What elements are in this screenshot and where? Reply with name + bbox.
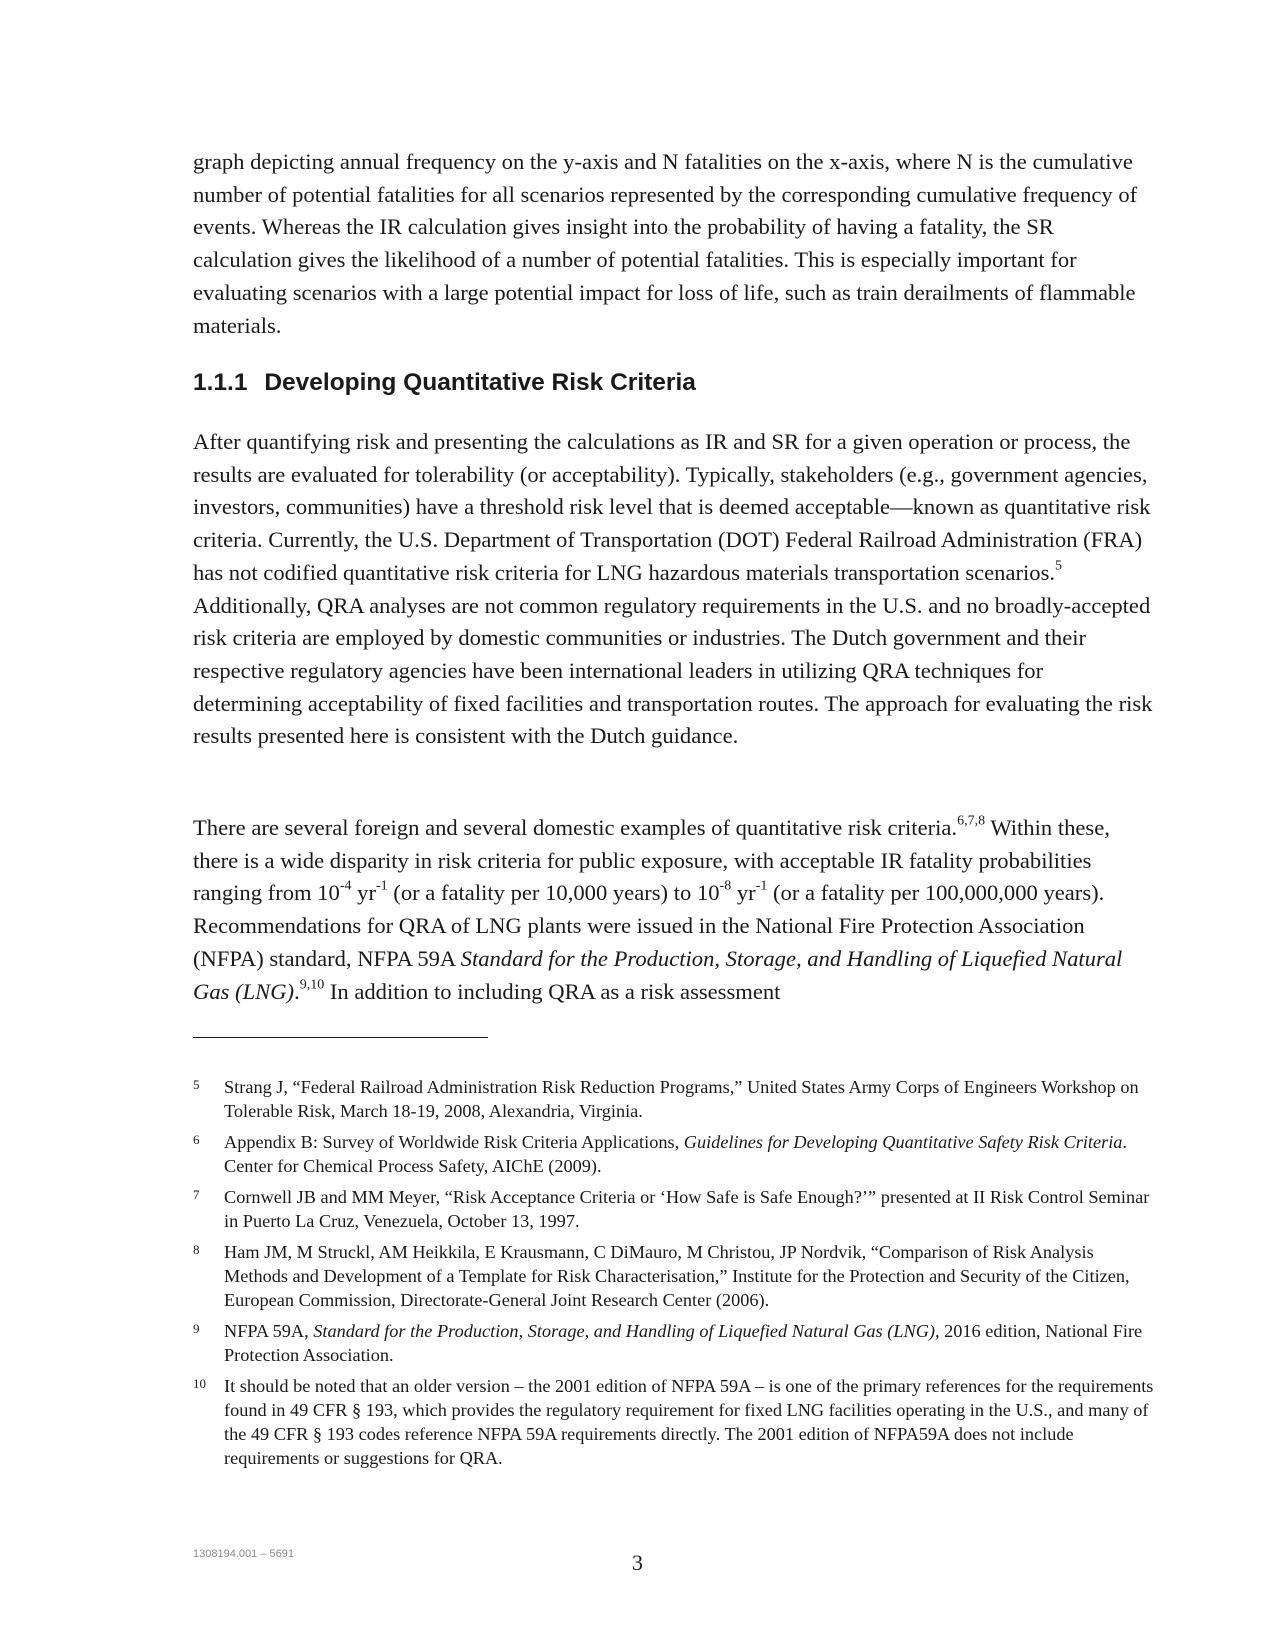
- exponent: -1: [375, 878, 388, 894]
- standard-title: Standard for the Production, Storage, and Handling of Liquefied Natural Gas (LNG): [193, 945, 1123, 1004]
- footnote-separator: [193, 1037, 488, 1038]
- footnote-item: [193, 1319, 1155, 1367]
- exponent: -8: [719, 878, 732, 894]
- footnote-item: [193, 1240, 1155, 1312]
- paragraph-text: Within these, there is a wide disparity in risk criteria for public exposure, with acceptable IR fatality probabilities ranging from 10: [193, 815, 1110, 906]
- paragraph-text: There are several foreign and several domestic examples of quantitative risk criteria.: [193, 815, 958, 840]
- paragraph-text: graph depicting annual frequency on the y-axis and N fatalities on the x-axis, where N is the cumulative number of potential fatalities for all scenarios represented by the corresponding cumulative frequency of events. Whereas the IR calculation gives insight into the probability of having a fatality, the SR calculation gives the likelihood of a number of potential fatalities. This is especially important for evaluating scenarios with a large potential impact for loss of life, such as train derailments of flammable materials.: [193, 149, 1138, 338]
- footnote-text-part: Appendix B: Survey of Worldwide Risk Criteria Applications,: [224, 1132, 684, 1152]
- footnote-text: It should be noted that an older version – the 2001 edition of NFPA 59A – is one of the primary references for the requirements found in 49 CFR § 193, which provides the regulatory requirement for fixed LNG facilities operating in the U.S., and many of the 49 CFR § 193 codes reference NFPA 59A requirements directly. The 2001 edition of NFPA59A does not include requirements or suggestions for QRA.: [224, 1376, 1154, 1468]
- document-id: 1308194.001 – 5691: [193, 1548, 294, 1560]
- footnote-text-part: NFPA 59A,: [224, 1321, 314, 1341]
- paragraph-text: (or a fatality per 100,000,000 years). Recommendations for QRA of LNG plants were issued in the National Fire Protection Association (NFPA) standard, NFPA 59A: [193, 880, 1105, 971]
- publication-title: Guidelines for Developing Quantitative Safety Risk Criteria: [683, 1132, 1123, 1152]
- paragraph-text: After quantifying risk and presenting the calculations as IR and SR for a given operation or process, the results are evaluated for tolerability (or acceptability). Typically, stakeholders (e.g., government agencies, investors, communities) have a threshold risk level that is deemed acceptable—known as quantitative risk criteria. Currently, the U.S. Department of Transportation (DOT) Federal Railroad Administration (FRA) has not codified quantitative risk criteria for LNG hazardous materials transportation scenarios.: [193, 429, 1151, 585]
- footnote-item: [193, 1130, 1155, 1178]
- paragraph-text: yr: [351, 880, 376, 906]
- footnote-number: 10: [193, 1376, 206, 1391]
- footnote-reference[interactable]: 6,7,8: [957, 813, 986, 829]
- footnote-text: Cornwell JB and MM Meyer, “Risk Acceptance Criteria or ‘How Safe is Safe Enough?’” presented at II Risk Control Seminar in Puerto La Cruz, Venezuela, October 13, 1997.: [224, 1187, 1150, 1231]
- footnote-number: 7: [193, 1187, 200, 1202]
- footnote-text: [224, 1130, 1155, 1178]
- paragraph-text: (or a fatality per 10,000 years) to 10: [387, 880, 720, 906]
- footnote-reference[interactable]: 5: [1055, 558, 1063, 574]
- footnote-item: [193, 1374, 1155, 1470]
- body-paragraph-3: [193, 812, 1153, 1008]
- body-paragraph-1: [193, 146, 1153, 342]
- footnote-text-part: 2016 edition, National Fire Protection Association.: [224, 1321, 1143, 1365]
- body-paragraph-2: [193, 426, 1153, 753]
- paragraph-text: In addition to including QRA as a risk assessment: [324, 978, 781, 1004]
- section-heading: [193, 368, 696, 398]
- paragraph-text: Additionally, QRA analyses are not common regulatory requirements in the U.S. and no broadly-accepted risk criteria are employed by domestic communities or industries. The Dutch government and their respective regulatory agencies have been international leaders in utilizing QRA techniques for determining acceptability of fixed facilities and transportation routes. The approach for evaluating the risk results presented here is consistent with the Dutch guidance.: [193, 592, 1153, 749]
- exponent: -4: [339, 878, 352, 894]
- footnote-reference[interactable]: 9,10: [299, 977, 325, 993]
- section-number: 1.1.1: [193, 369, 248, 396]
- page-number: 3: [632, 1550, 643, 1575]
- paragraph-text: yr: [731, 880, 756, 906]
- footnote-text-part: . Center for Chemical Process Safety, AIChE (2009).: [224, 1132, 1127, 1176]
- footnote-number: 6: [193, 1132, 200, 1147]
- exponent: -1: [755, 878, 768, 894]
- paragraph-text: .: [294, 978, 300, 1004]
- footnote-text: Ham JM, M Struckl, AM Heikkila, E Krausmann, C DiMauro, M Christou, JP Nordvik, “Comparison of Risk Analysis Methods and Development of a Template for Risk Characterisation,” Institute for the Protection and Security of the Citizen, European Commission, Directorate-General Joint Research Center (2006).: [224, 1242, 1130, 1310]
- footnote-text: Strang J, “Federal Railroad Administration Risk Reduction Programs,” United States Army Corps of Engineers Workshop on Tolerable Risk, March 18-19, 2008, Alexandria, Virginia.: [224, 1077, 1139, 1121]
- footnote-text: [224, 1319, 1155, 1367]
- footnote-number: 9: [193, 1321, 200, 1336]
- publication-title: Standard for the Production, Storage, and Handling of Liquefied Natural Gas (LNG),: [313, 1321, 940, 1341]
- footnotes-list: [193, 1075, 1155, 1477]
- footnote-item: [193, 1075, 1155, 1123]
- footnote-item: [193, 1185, 1155, 1233]
- footnote-number: 8: [193, 1242, 200, 1257]
- footnote-number: 5: [193, 1077, 200, 1092]
- section-title: Developing Quantitative Risk Criteria: [264, 369, 696, 396]
